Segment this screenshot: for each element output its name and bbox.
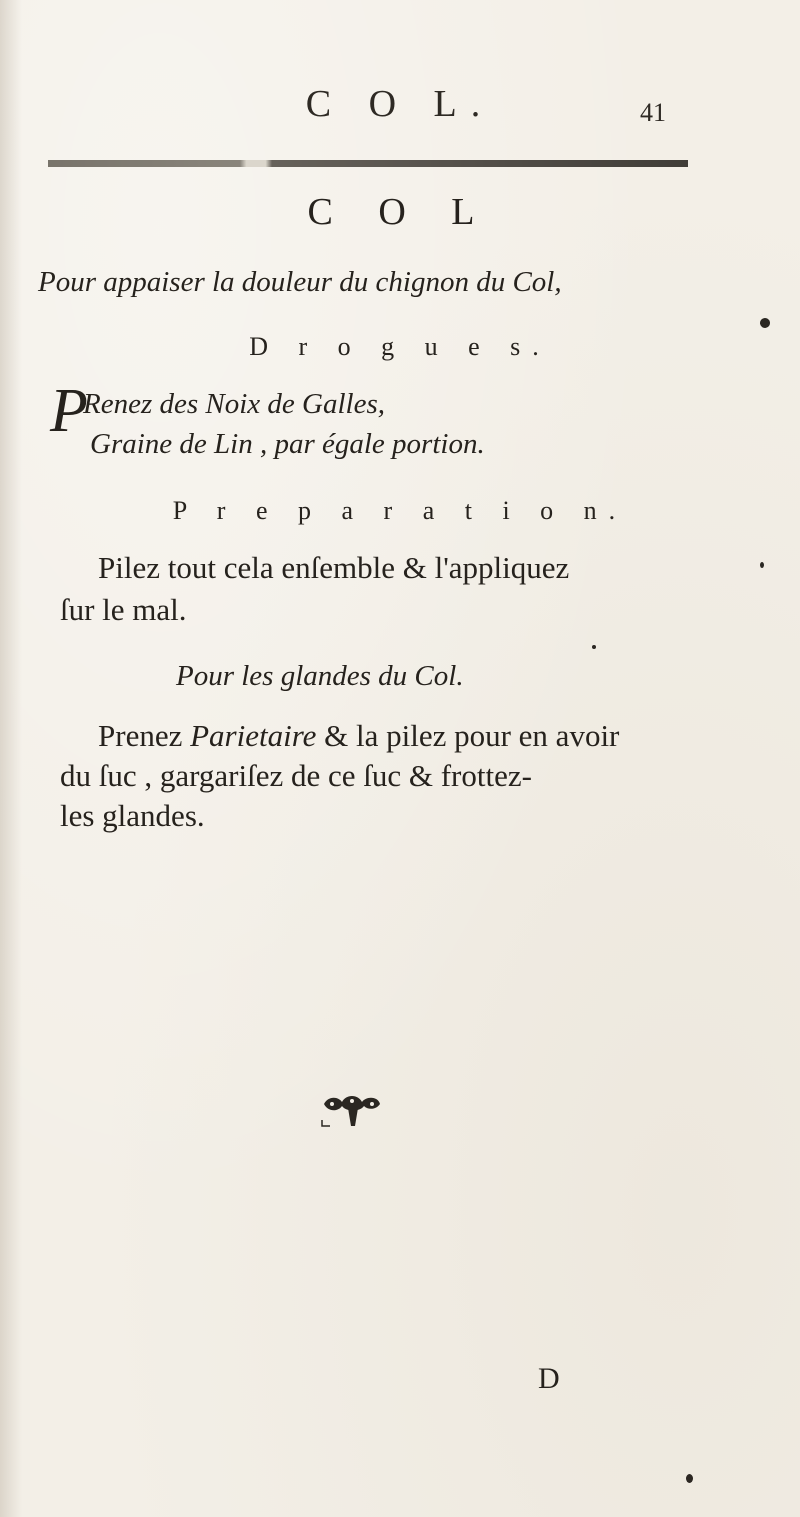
ink-spot: [686, 1474, 693, 1483]
remedy-heading-glandes: Pour les glandes du Col.: [176, 660, 464, 692]
remedy-text: du ſuc , gargariſez de ce ſuc & frottez-: [60, 758, 532, 793]
remedy-heading-chignon: Pour appaiser la douleur du chignon du Col,: [38, 266, 562, 298]
ingredient-line: Renez des Noix de Galles,: [83, 388, 386, 420]
ink-spot: [760, 562, 764, 568]
preparation-heading: P r e p a r a t i o n.: [172, 496, 628, 525]
plant-name: Parietaire: [190, 718, 317, 753]
remedy-text-part: Prenez: [98, 718, 191, 753]
signature-mark: D: [538, 1362, 560, 1395]
page-number: 41: [640, 98, 666, 127]
running-head: C O L.: [305, 83, 495, 125]
tailpiece-ornament-icon: [318, 1090, 388, 1130]
preparation-text: ſur le mal.: [60, 592, 187, 627]
remedy-text-part: & la pilez pour en avoir: [316, 718, 620, 753]
ink-spot: [592, 645, 596, 649]
ingredient-line: Graine de Lin , par égale portion.: [90, 428, 485, 460]
header-rule: [48, 160, 688, 167]
remedy-text: les glandes.: [60, 798, 205, 833]
remedy-text: [98, 718, 619, 754]
section-title: C O L: [307, 191, 493, 233]
drogues-heading: D r o g u e s.: [249, 332, 551, 361]
drop-cap: P: [50, 377, 88, 445]
ink-spot: [758, 316, 772, 330]
preparation-text: Pilez tout cela enſemble & l'appliquez: [98, 550, 570, 585]
